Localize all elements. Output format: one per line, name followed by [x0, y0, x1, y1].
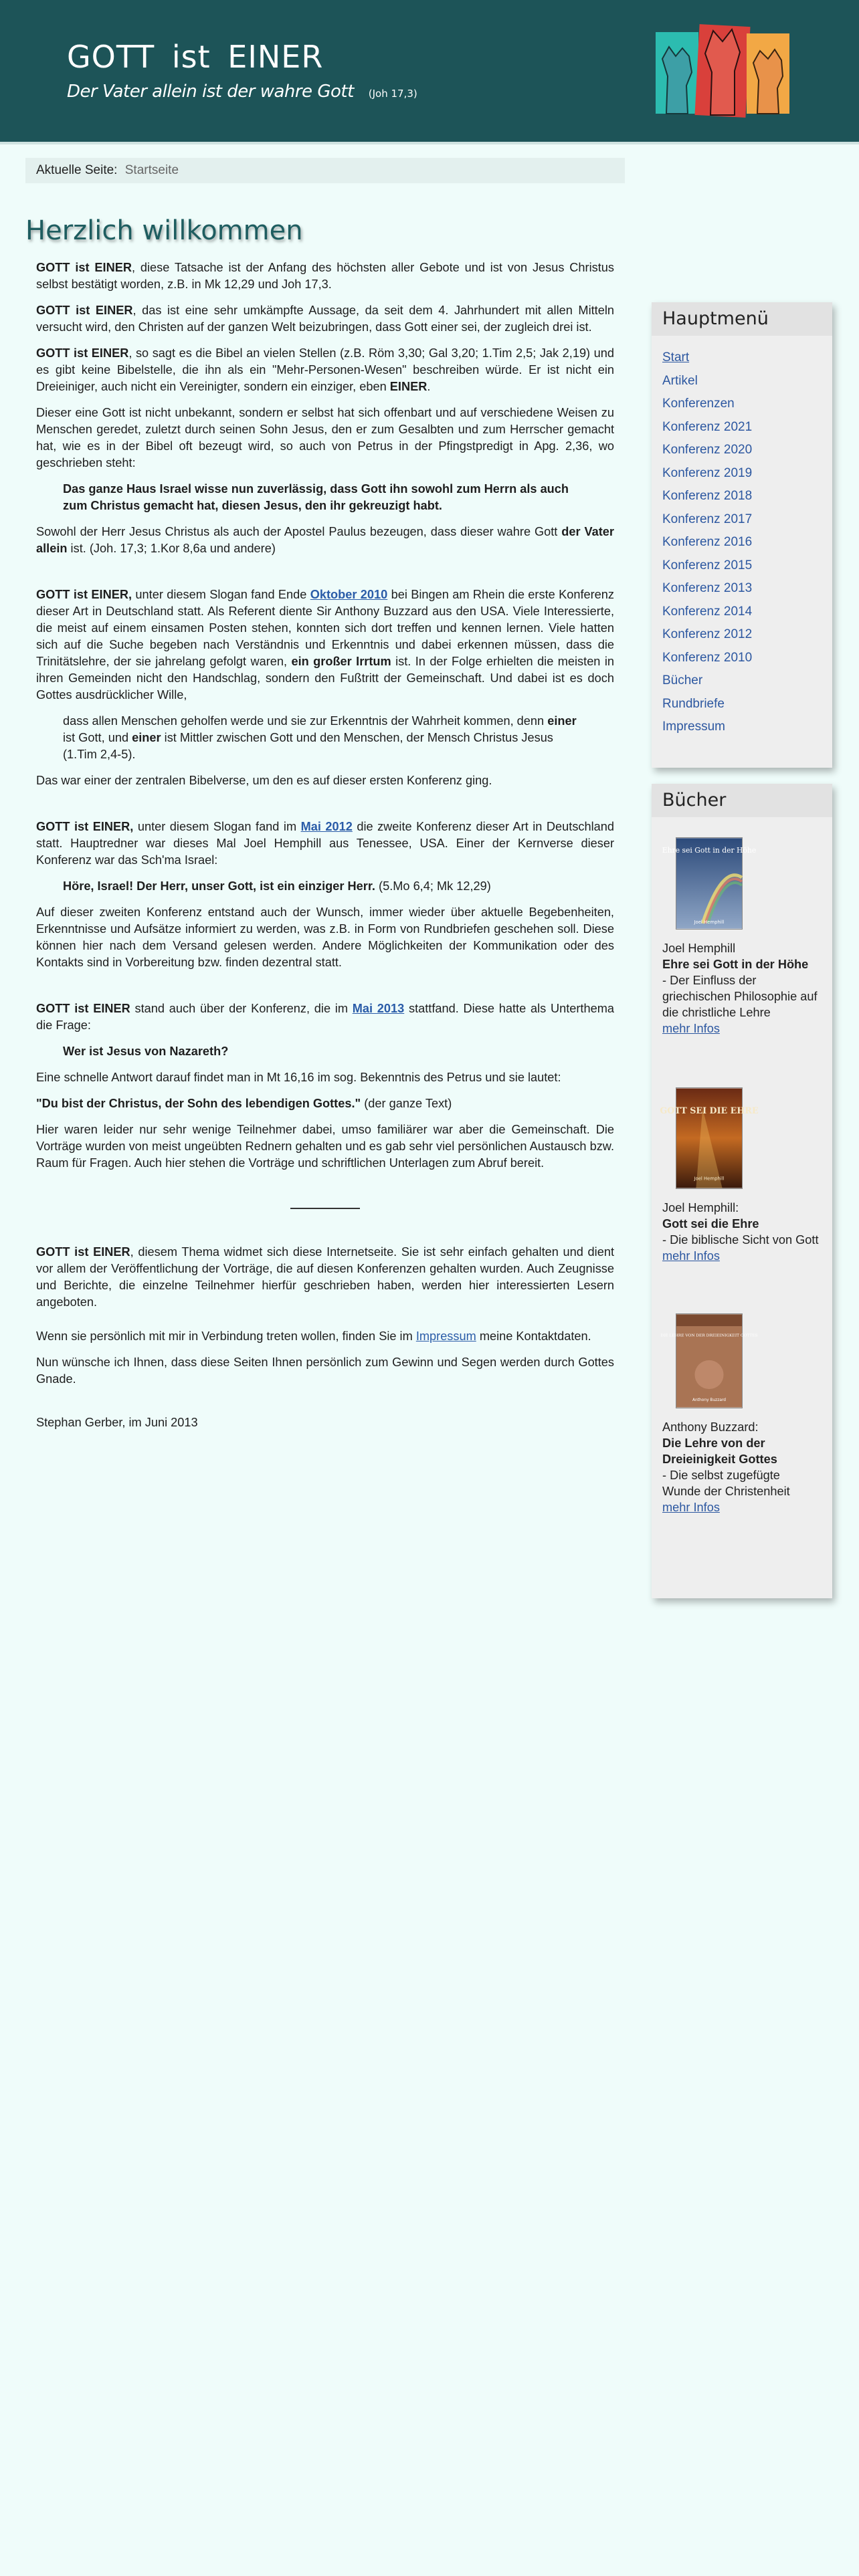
menu-link-konferenz-2010[interactable]: Konferenz 2010 — [662, 650, 753, 665]
text: . — [427, 380, 431, 393]
text: ist Gott, und — [63, 731, 132, 744]
paragraph — [36, 524, 614, 557]
paragraph — [36, 819, 614, 869]
menu-item — [662, 716, 832, 739]
menu-item — [662, 370, 832, 393]
cover-author: Joel Hemphill — [694, 919, 725, 925]
text: die zweite Konferenz dieser Art in Deutschland statt. Hauptredner war dieses Mal Joel Hemphill aus Tenessee, USA. Einer der Kernverse dieser Konferenz war das Sch'ma Israel: — [36, 820, 615, 867]
text: stattfand. Diese hatte als Unterthema die Frage: — [36, 1002, 614, 1032]
text: (5.Mo 6,4; Mk 12,29) — [375, 879, 491, 893]
menu-link-konferenz-2012[interactable]: Konferenz 2012 — [662, 627, 753, 641]
paragraph: Das war einer der zentralen Bibelverse, um den es auf dieser ersten Konferenz ging. — [36, 774, 492, 787]
emphasis: einer — [132, 731, 161, 744]
menu-item — [662, 485, 832, 508]
text: , diese Tatsache ist der Anfang des höchsten aller Gebote und ist von Jesus Christus selbst bestätigt worden, z.B. in Mk 12,29 und Joh 17,3. — [36, 261, 615, 291]
emphasis: GOTT ist EINER — [36, 1002, 130, 1015]
menu-link-impressum[interactable]: Impressum — [662, 720, 725, 734]
books-box — [652, 784, 832, 1598]
paragraph: Nun wünsche ich Ihnen, dass diese Seiten Ihnen persönlich zum Gewinn und Segen werden durch Gottes Gnade. — [36, 1356, 614, 1386]
text: , diesem Thema widmet sich diese Internetseite. Sie ist sehr einfach gehalten und dient vor allem der Veröffentlichung der Vorträge, die auf diesen Konferenzen gehalten wurden. Auch Zeugnisse und Berichte, die einzelne Teilnehmer hierfür geschrieben haben, werden hier interessierten Lesern angeboten. — [36, 1245, 614, 1309]
cover-title: GOTT SEI DIE EHRE — [660, 1105, 759, 1116]
menu-link-rundbriefe[interactable]: Rundbriefe — [662, 696, 725, 711]
text: Wenn sie persönlich mit mir in Verbindung treten wollen, finden Sie im — [36, 1329, 416, 1343]
spacer — [36, 1397, 614, 1414]
signature: Stephan Gerber, im Juni 2013 — [36, 1416, 198, 1429]
menu-item — [662, 577, 832, 601]
paragraph — [36, 302, 614, 336]
book-author: Joel Hemphill — [662, 942, 736, 955]
text: ist. (Joh. 17,3; 1.Kor 8,6a und andere) — [67, 542, 276, 555]
bible-quote — [63, 481, 614, 514]
emphasis: GOTT ist EINER, — [36, 820, 134, 833]
link-mai-2012[interactable]: Mai 2012 — [300, 820, 353, 833]
book-description: - Der Einfluss der griechischen Philosophie auf die christliche Lehre — [662, 974, 818, 1019]
spacer — [36, 566, 614, 586]
book-title: Gott sei die Ehre — [662, 1217, 759, 1230]
books-title: Bücher — [652, 784, 832, 817]
book-cover-lehre-von-der-dreieinigkeit[interactable] — [660, 1313, 758, 1408]
menu-link-konferenz-2014[interactable]: Konferenz 2014 — [662, 604, 753, 619]
paragraph — [36, 345, 614, 395]
menu-link-konferenz-2020[interactable]: Konferenz 2020 — [662, 443, 753, 457]
text: (der ganze Text) — [361, 1097, 452, 1110]
paragraph: Hier waren leider nur sehr wenige Teilnehmer dabei, umso familiärer war aber die Gemeinschaft. Die Vorträge wurden von meist ungeübten Rednern gehalten und es gab sehr viel persönlichen Austausch bzw. Raum für Fragen. Auch hier stehen die Vorträge und schriftlichen Unterlagen zum Abruf bereit. — [36, 1123, 614, 1170]
subtitle-text: Der Vater allein ist der wahre Gott — [67, 82, 354, 102]
menu-link-konferenz-2018[interactable]: Konferenz 2018 — [662, 489, 753, 503]
menu-link-konferenz-2015[interactable]: Konferenz 2015 — [662, 558, 753, 572]
main-menu-title: Hauptmenü — [652, 302, 832, 336]
paragraph — [36, 1095, 614, 1112]
text: dass allen Menschen geholfen werde und sie zur Erkenntnis der Wahrheit kommen, denn — [63, 714, 548, 728]
spacer — [36, 980, 614, 1000]
text: bei Bingen am Rhein die erste Konferenz dieser Art in Deutschland statt. Als Referent diente Sir Anthony Buzzard aus den USA. Viele Interessierte, die meist auf einem einsamen Posten stehen, konnten sich dort treffen und kennen lernen. Viele hatten sich auf die Suche begeben nach Verständnis und Erkenntnis und dabei erkennen müssen, dass die Trinitätslehre, der sie jahrelang gefolgt waren, — [36, 588, 614, 668]
menu-link-start[interactable]: Start — [662, 350, 690, 364]
menu-item — [662, 554, 832, 578]
spacer — [36, 798, 614, 819]
menu-link-buecher[interactable]: Bücher — [662, 673, 703, 687]
book-description: - Die selbst zugefügte Wunde der Christenheit — [662, 1469, 790, 1498]
menu-link-konferenzen[interactable]: Konferenzen — [662, 397, 735, 411]
menu-item — [662, 623, 832, 647]
emphasis: GOTT ist EINER — [36, 261, 132, 274]
site-subtitle — [67, 82, 417, 102]
menu-item — [662, 508, 832, 532]
book-description: - Die biblische Sicht von Gott — [662, 1233, 819, 1247]
text: meine Kontaktdaten. — [476, 1329, 591, 1343]
link-impressum[interactable]: Impressum — [415, 1329, 476, 1343]
paragraph: Dieser eine Gott ist nicht unbekannt, sondern er selbst hat sich offenbart und auf verschiedene Weisen zu Menschen geredet, zuletzt durch seinen Sohn Jesus, den er zum Gesalbten und zum Herrscher gemacht hat, wie es in der Bibel oft bezeugt wird, so auch von Petrus in der Pfingstpredigt in Apg. 2,36, wo geschrieben steht: — [36, 406, 614, 469]
text: , so sagt es die Bibel an vielen Stellen (z.B. Röm 3,30; Gal 3,20; 1.Tim 2,5; Jak 2,19) und es gibt keine Bibelstelle, die ihn als ein "Mehr-Personen-Wesen" beschreiben würde. Er ist nicht ein Dreieiniger, auch nicht ein Vereinigter, sondern ein einziger, eben — [36, 346, 614, 393]
text: ist. In der Folge erhielten die meisten in ihren Gemeinden nicht den Handschlag, sondern den Fußtritt der Gemeinschaft. Und dabei ist es doch Gottes ausdrücklicher Wille, — [36, 655, 614, 702]
cover-author: Anthony Buzzard — [692, 1398, 726, 1402]
main-menu — [652, 336, 832, 739]
spacer — [36, 1320, 614, 1328]
text: unter diesem Slogan fand Ende — [132, 588, 310, 601]
raised-fists-logo-icon — [653, 19, 793, 119]
paragraph: Eine schnelle Antwort darauf findet man in Mt 16,16 im sog. Bekenntnis des Petrus und sie lautet: — [36, 1071, 561, 1084]
menu-item — [662, 416, 832, 439]
menu-item — [662, 439, 832, 462]
emphasis: Höre, Israel! Der Herr, unser Gott, ist ein einziger Herr. — [63, 879, 375, 893]
book-item — [652, 1313, 832, 1515]
paragraph — [36, 1000, 614, 1034]
cover-title: DIE LEHRE VON DER DREIEINIGKEIT GOTTES — [660, 1333, 758, 1338]
menu-link-konferenz-2017[interactable]: Konferenz 2017 — [662, 512, 753, 526]
paragraph — [36, 259, 614, 293]
breadcrumb — [25, 158, 625, 183]
book-info — [662, 940, 822, 1037]
menu-link-konferenz-2013[interactable]: Konferenz 2013 — [662, 581, 753, 595]
more-info-link[interactable]: mehr Infos — [662, 1501, 720, 1514]
menu-link-konferenz-2021[interactable]: Konferenz 2021 — [662, 419, 753, 434]
paragraph: Auf dieser zweiten Konferenz entstand auch der Wunsch, immer wieder über aktuelle Begebenheiten, Erkenntnisse und Aufsätze informiert zu werden, was z.B. in Form von Rundbriefen geschehen soll. Diese können hier nach dem Versand gelesen werden. Andere Möglichkeiten der Kommunikation oder des Kontakts sind in Vorbereitung bzw. finden dezentral statt. — [36, 905, 614, 969]
emphasis: GOTT ist EINER — [36, 1245, 130, 1259]
menu-item — [662, 647, 832, 670]
section-divider — [290, 1208, 360, 1209]
menu-link-konferenz-2016[interactable]: Konferenz 2016 — [662, 535, 753, 549]
site-title[interactable]: GOTT ist EINER — [67, 39, 324, 75]
more-info-link[interactable]: mehr Infos — [662, 1022, 720, 1035]
book-info — [662, 1200, 822, 1264]
menu-item — [662, 393, 832, 416]
bible-quote — [63, 713, 614, 763]
book-cover-gott-sei-die-ehre[interactable] — [660, 1087, 759, 1189]
emphasis: Wer ist Jesus von Nazareth? — [63, 1045, 229, 1058]
more-info-link[interactable]: mehr Infos — [662, 1249, 720, 1263]
site-header — [0, 0, 859, 144]
menu-link-konferenz-2019[interactable]: Konferenz 2019 — [662, 465, 753, 480]
main-menu-box — [652, 302, 832, 768]
cover-author: Joel Hemphill — [694, 1176, 725, 1182]
menu-link-artikel[interactable]: Artikel — [662, 373, 698, 388]
emphasis: ein großer Irrtum — [291, 655, 391, 668]
emphasis: "Du bist der Christus, der Sohn des lebendigen Gottes." — [36, 1097, 361, 1110]
book-author: Anthony Buzzard: — [662, 1420, 759, 1434]
article-body — [25, 259, 625, 1431]
book-item — [652, 1087, 832, 1264]
page-title: Herzlich willkommen — [25, 215, 303, 246]
book-item — [652, 837, 832, 1037]
menu-item — [662, 462, 832, 486]
text: unter diesem Slogan fand im — [133, 820, 301, 833]
text: stand auch über der Konferenz, die im — [130, 1002, 353, 1015]
menu-item — [662, 531, 832, 554]
link-oktober-2010[interactable]: Oktober 2010 — [310, 588, 388, 601]
breadcrumb-label: Aktuelle Seite: — [36, 163, 118, 177]
red-panel — [694, 24, 750, 118]
emphasis: einer — [547, 714, 577, 728]
book-info — [662, 1419, 822, 1515]
emphasis: der Vater allein — [36, 525, 614, 555]
menu-item — [662, 669, 832, 693]
paragraph — [36, 1244, 614, 1311]
book-cover-ehre-sei-gott-in-der-hoehe[interactable] — [662, 837, 757, 930]
book-title: Die Lehre von der Dreieinigkeit Gottes — [662, 1436, 777, 1466]
emphasis: EINER — [389, 380, 427, 393]
text: ist Mittler zwischen Gott und den Menschen, der Mensch Christus Jesus (1.Tim 2,4-5). — [63, 731, 553, 761]
emphasis: GOTT ist EINER — [36, 346, 129, 360]
breadcrumb-current: Startseite — [124, 163, 179, 177]
subtitle-reference: (Joh 17,3) — [368, 88, 417, 100]
bible-quote — [63, 878, 614, 895]
orange-panel — [747, 33, 789, 114]
quote-text: Das ganze Haus Israel wisse nun zuverlässig, dass Gott ihn sowohl zum Herrn als auch zum Christus gemacht hat, diesen Jesus, den ihr gekreuzigt habt. — [63, 482, 569, 512]
text: Sowohl der Herr Jesus Christus als auch der Apostel Paulus bezeugen, dass dieser wahre Gott — [36, 525, 562, 538]
paragraph — [36, 1328, 614, 1345]
emphasis: GOTT ist EINER, — [36, 588, 132, 601]
teal-panel — [656, 32, 698, 114]
book-title: Ehre sei Gott in der Höhe — [662, 958, 809, 971]
link-mai-2013[interactable]: Mai 2013 — [352, 1002, 405, 1015]
menu-item — [662, 346, 832, 370]
text: , das ist eine sehr umkämpfte Aussage, da seit dem 4. Jahrhundert mit allen Mitteln versucht wird, den Christen auf der ganzen Welt beizubringen, dass Gott einer sei, der zugleich drei ist. — [36, 304, 614, 334]
emphasis: GOTT ist EINER — [36, 304, 133, 317]
menu-item — [662, 601, 832, 624]
book-author: Joel Hemphill: — [662, 1201, 739, 1214]
menu-item — [662, 693, 832, 716]
paragraph — [36, 586, 614, 704]
main-content — [25, 158, 625, 1440]
question-quote — [63, 1043, 614, 1060]
cover-title: Ehre sei Gott in der Höhe — [662, 845, 757, 855]
